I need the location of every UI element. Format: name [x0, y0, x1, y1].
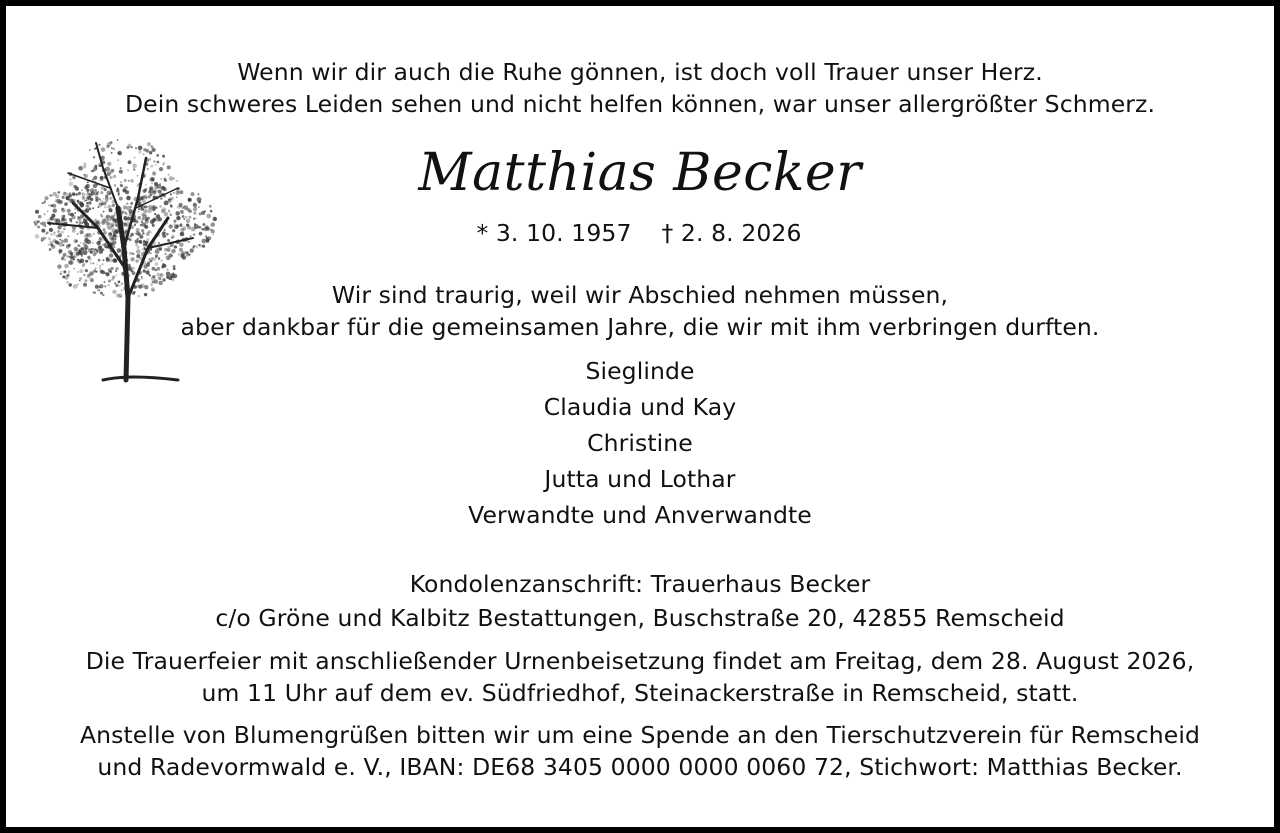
motto-line: Dein schweres Leiden sehen und nicht helfen können, war unser allergrößter Schmerz.: [124, 90, 1156, 118]
donation-info-line: Anstelle von Blumengrüßen bitten wir um eine Spende an den Tierschutzverein für Remscheid: [79, 721, 1200, 749]
mourner-name: Verwandte und Anverwandte: [468, 501, 812, 529]
condolence-address-line: Kondolenzanschrift: Trauerhaus Becker: [409, 570, 871, 598]
life-dates: [0, 217, 1279, 249]
farewell-line: Wir sind traurig, weil wir Abschied nehmen müssen,: [331, 281, 949, 309]
mourner-name: Sieglinde: [585, 357, 695, 385]
deceased-name: Matthias Becker: [418, 143, 862, 203]
funeral-info-line: um 11 Uhr auf dem ev. Südfriedhof, Steinackerstraße in Remscheid, statt.: [201, 679, 1079, 707]
death-date: † 2. 8. 2026: [661, 219, 802, 247]
donation-info-line: und Radevormwald e. V., IBAN: DE68 3405 0000 0000 0060 72, Stichwort: Matthias Becker.: [97, 753, 1183, 781]
motto-line: Wenn wir dir auch die Ruhe gönnen, ist doch voll Trauer unser Herz.: [237, 58, 1043, 86]
mourner-name: Jutta und Lothar: [544, 465, 736, 493]
farewell-line: aber dankbar für die gemeinsamen Jahre, die wir mit ihm verbringen durften.: [180, 313, 1100, 341]
mourner-name: Christine: [587, 429, 693, 457]
condolence-address-line: c/o Gröne und Kalbitz Bestattungen, Buschstraße 20, 42855 Remscheid: [215, 604, 1065, 632]
birth-date: * 3. 10. 1957: [476, 219, 632, 247]
funeral-info-line: Die Trauerfeier mit anschließender Urnenbeisetzung findet am Freitag, dem 28. August 2026,: [85, 647, 1195, 675]
mourner-name: Claudia und Kay: [543, 393, 737, 421]
